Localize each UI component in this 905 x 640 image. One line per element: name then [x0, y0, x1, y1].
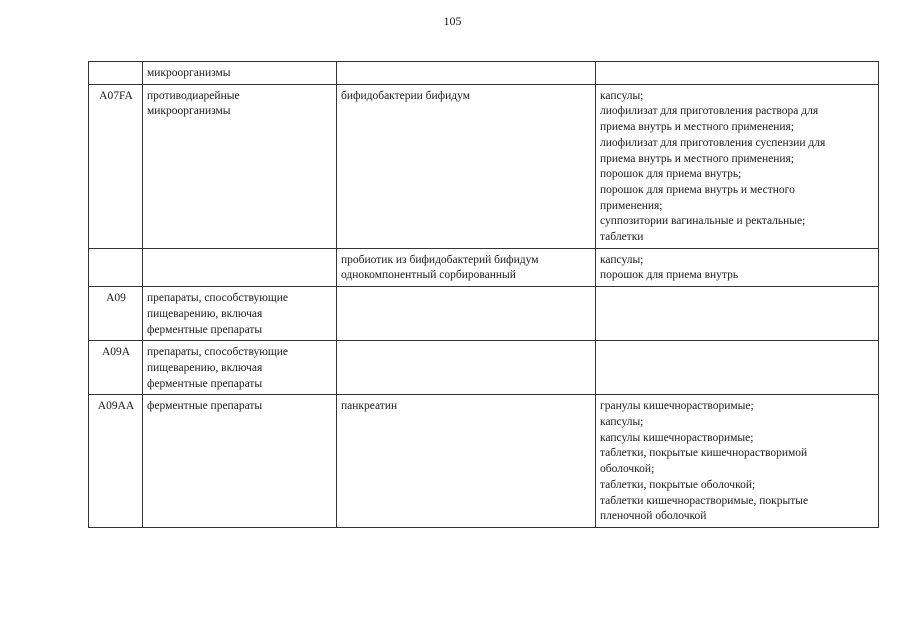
- substance-text: бифидобактерии бифидум: [341, 89, 471, 102]
- atc-code: A07FA: [99, 89, 133, 102]
- dosage-form-text: приема внутрь и местного применения;: [600, 152, 794, 165]
- atc-code-cell: [89, 84, 143, 248]
- atc-code-cell: [89, 62, 143, 85]
- dosage-form-text: суппозитории вагинальные и ректальные;: [600, 215, 806, 228]
- substance-cell: [337, 395, 596, 528]
- dosage-form-text: пленочной оболочкой: [600, 510, 707, 523]
- dosage-form-text: капсулы;: [600, 416, 644, 429]
- dosage-forms-cell: [596, 84, 879, 248]
- atc-code-cell: [89, 395, 143, 528]
- substance-text: пробиотик из бифидобактерий бифидум: [341, 253, 539, 266]
- dosage-form-text: таблетки: [600, 231, 644, 244]
- substance-cell: [337, 84, 596, 248]
- group-cell: [143, 395, 337, 528]
- group-text: пищеварению, включая: [147, 361, 263, 374]
- group-text: противодиарейные: [147, 89, 240, 102]
- dosage-form-text: таблетки, покрытые кишечнорастворимой: [600, 447, 808, 460]
- group-text: пищеварению, включая: [147, 307, 263, 320]
- dosage-form-text: порошок для приема внутрь и местного: [600, 183, 795, 196]
- group-text: ферментные препараты: [147, 377, 263, 390]
- dosage-forms-cell: [596, 287, 879, 341]
- table-row: [89, 287, 879, 341]
- dosage-forms-cell: [596, 395, 879, 528]
- dosage-form-text: таблетки, покрытые оболочкой;: [600, 478, 756, 491]
- group-cell: [143, 248, 337, 286]
- table-row: [89, 341, 879, 395]
- dosage-form-text: капсулы;: [600, 89, 644, 102]
- group-text: препараты, способствующие: [147, 346, 288, 359]
- group-cell: [143, 84, 337, 248]
- substance-text: панкреатин: [341, 400, 398, 413]
- dosage-form-text: применения;: [600, 199, 663, 212]
- dosage-form-text: порошок для приема внутрь;: [600, 168, 742, 181]
- table-row: [89, 248, 879, 286]
- dosage-form-text: лиофилизат для приготовления раствора для: [600, 105, 819, 118]
- group-cell: [143, 62, 337, 85]
- group-text: микроорганизмы: [147, 105, 231, 118]
- dosage-forms-cell: [596, 341, 879, 395]
- dosage-form-text: приема внутрь и местного применения;: [600, 121, 794, 134]
- atc-code-cell: [89, 287, 143, 341]
- dosage-form-text: капсулы кишечнорастворимые;: [600, 431, 754, 444]
- group-cell: [143, 287, 337, 341]
- substance-cell: [337, 248, 596, 286]
- atc-code-cell: [89, 341, 143, 395]
- dosage-form-text: гранулы кишечнорастворимые;: [600, 400, 754, 413]
- group-cell: [143, 341, 337, 395]
- dosage-form-text: таблетки кишечнорастворимые, покрытые: [600, 494, 809, 507]
- group-text: микроорганизмы: [147, 67, 231, 79]
- atc-code-cell: [89, 248, 143, 286]
- group-text: препараты, способствующие: [147, 292, 288, 305]
- page-number: 105: [443, 14, 462, 28]
- substance-text: однокомпонентный сорбированный: [341, 269, 516, 282]
- dosage-form-text: капсулы;: [600, 253, 644, 266]
- dosage-form-text: лиофилизат для приготовления суспензии для: [600, 136, 826, 149]
- substance-cell: [337, 287, 596, 341]
- substance-cell: [337, 341, 596, 395]
- atc-code: A09: [106, 292, 126, 305]
- drug-classification-table: [88, 61, 879, 528]
- table-row: [89, 62, 879, 85]
- dosage-form-text: оболочкой;: [600, 463, 655, 476]
- atc-code: A09A: [101, 346, 131, 359]
- dosage-form-text: порошок для приема внутрь: [600, 269, 739, 282]
- substance-cell: [337, 62, 596, 85]
- group-text: ферментные препараты: [147, 323, 263, 336]
- dosage-forms-cell: [596, 62, 879, 85]
- table-row: [89, 84, 879, 248]
- dosage-forms-cell: [596, 248, 879, 286]
- group-text: ферментные препараты: [147, 400, 263, 413]
- table-row: [89, 395, 879, 528]
- atc-code: A09AA: [97, 400, 135, 413]
